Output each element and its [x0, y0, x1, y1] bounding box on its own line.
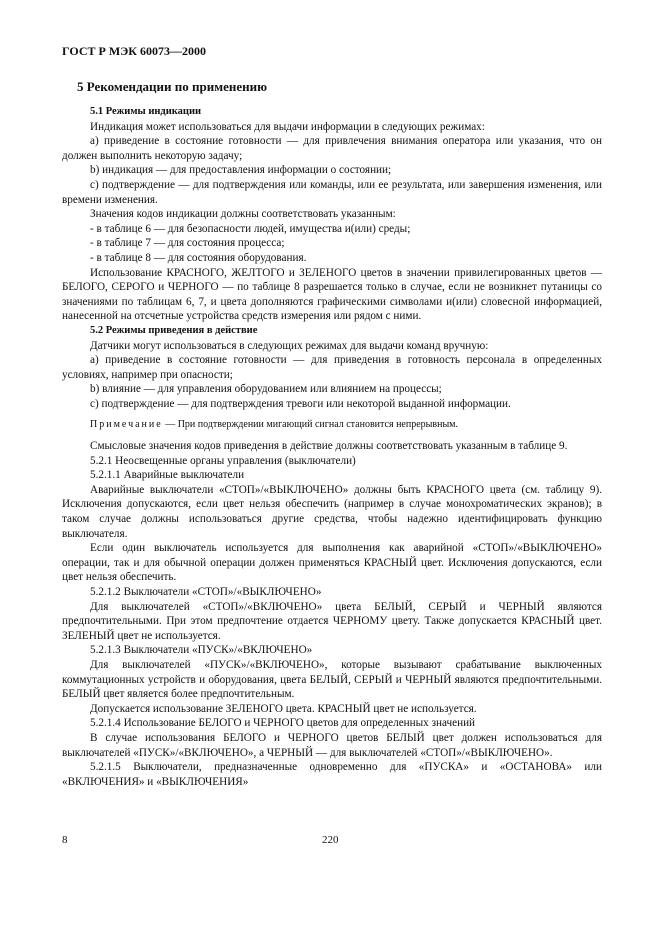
- paragraph: Смысловые значения кодов приведения в действие должны соответствовать указанным в таблице 9.: [90, 440, 568, 453]
- paragraph: с) подтверждение — для подтверждения или команды, или ее результата, или завершения изменения, или времени изменения.: [62, 178, 602, 206]
- paragraph: Допускается использование ЗЕЛЕНОГО цвета. КРАСНЫЙ цвет не используется.: [90, 702, 477, 715]
- paragraph: Использование КРАСНОГО, ЖЕЛТОГО и ЗЕЛЕНОГО цветов в значении привилегированных цветов — БЕЛОГО, СЕРОГО и ЧЕРНОГО — по таблице 8 разрешается только в случае, если не возникнет путаницы со значениями по таблицам 6, 7, и цвета дополняются графическими символами и(или) словесной информацией, нанесенной на отсчетные устройства средств измерения или рядом с ними.: [62, 266, 602, 323]
- clause-5-2-1-4-title: 5.2.1.4 Использование БЕЛОГО и ЧЕРНОГО цветов для определенных значений: [90, 717, 476, 730]
- clause-5-2-1-2-title: 5.2.1.2 Выключатели «СТОП»/«ВЫКЛЮЧЕНО»: [90, 586, 322, 598]
- page-number-center: 220: [322, 834, 339, 846]
- page-number-left: 8: [62, 834, 68, 846]
- list-item: - в таблице 7 — для состояния процесса;: [90, 237, 285, 250]
- note-text: — При подтверждении мигающий сигнал становится непрерывным.: [162, 419, 458, 431]
- note: [62, 418, 602, 433]
- list-item: - в таблице 8 — для состояния оборудования.: [90, 251, 307, 264]
- paragraph: Значения кодов индикации должны соответствовать указанным:: [90, 208, 396, 221]
- list-item: - в таблице 6 — для безопасности людей, имущества и(или) среды;: [90, 222, 411, 235]
- paragraph: Для выключателей «ПУСК»/«ВКЛЮЧЕНО», которые вызывают срабатывание выключенных коммутационных устройств и оборудования, цвета БЕЛЫЙ, СЕРЫЙ и ЧЕРНЫЙ являются предпочтительными. БЕЛЫЙ цвет является более предпочтительным.: [62, 658, 602, 701]
- paragraph: b) влияние — для управления оборудованием или влиянием на процессы;: [90, 383, 442, 396]
- paragraph: В случае использования БЕЛОГО и ЧЕРНОГО цветов БЕЛЫЙ цвет должен использоваться для выключателей «ПУСК»/«ВКЛЮЧЕНО», а ЧЕРНЫЙ — для выключателей «СТОП»/«ВЫКЛЮЧЕНО».: [62, 731, 602, 759]
- clause-5-2-1-title: 5.2.1 Неосвещенные органы управления (выключатели): [90, 454, 356, 467]
- doc-code-header: ГОСТ Р МЭК 60073—2000: [62, 44, 206, 58]
- note-label: Примечание: [90, 419, 163, 431]
- paragraph: с) подтверждение — для подтверждения тревоги или некоторой выданной информации.: [90, 397, 511, 410]
- clause-5-2-1-5: 5.2.1.5 Выключатели, предназначенные одновременно для «ПУСКА» и «ОСТАНОВА» или «ВКЛЮЧЕНИЯ» и «ВЫКЛЮЧЕНИЯ»: [62, 761, 602, 788]
- paragraph: b) индикация — для предоставления информации о состоянии;: [90, 164, 392, 177]
- subsection-5-1-title: 5.1 Режимы индикации: [90, 106, 202, 117]
- clause-5-2-1-1-title: 5.2.1.1 Аварийные выключатели: [90, 469, 245, 482]
- paragraph: Если один выключатель используется для выполнения как аварийной «СТОП»/«ВЫКЛЮЧЕНО» операции, так и для обычной операции должен применяться КРАСНЫЙ цвет. Исключения допускаются, если цвет нельзя обеспечить.: [62, 542, 602, 584]
- document-body: [62, 79, 602, 789]
- paragraph: а) приведение в состояние готовности — для привлечения внимания оператора или указания, что он должен выполнить некоторую задачу;: [62, 135, 602, 162]
- section-title: 5 Рекомендации по применению: [77, 79, 268, 94]
- subsection-5-2-title: 5.2 Режимы приведения в действие: [90, 324, 258, 336]
- paragraph: а) приведение в состояние готовности — для приведения в готовность персонала в определенных условиях, например при опасности;: [62, 354, 602, 381]
- paragraph: Для выключателей «СТОП»/«ВКЛЮЧЕНО» цвета БЕЛЫЙ, СЕРЫЙ и ЧЕРНЫЙ являются предпочтительными. При этом предпочтение отдается ЧЕРНОМУ цвету. Также допускается КРАСНЫЙ цвет. ЗЕЛЕНЫЙ цвет не используется.: [62, 600, 602, 642]
- paragraph: Датчики могут использоваться в следующих режимах для выдачи команд вручную:: [90, 339, 489, 352]
- clause-5-2-1-3-title: 5.2.1.3 Выключатели «ПУСК»/«ВКЛЮЧЕНО»: [90, 644, 313, 657]
- paragraph: Индикация может использоваться для выдачи информации в следующих режимах:: [90, 120, 485, 133]
- paragraph: Аварийные выключатели «СТОП»/«ВЫКЛЮЧЕНО» должны быть КРАСНОГО цвета (см. таблицу 9). Исключения допускаются, если цвет нельзя обеспечить (например в случае монохроматических экранов); в таком случае должны использоваться другие средства, чтобы надежно идентифицировать функцию выключателя.: [62, 483, 602, 540]
